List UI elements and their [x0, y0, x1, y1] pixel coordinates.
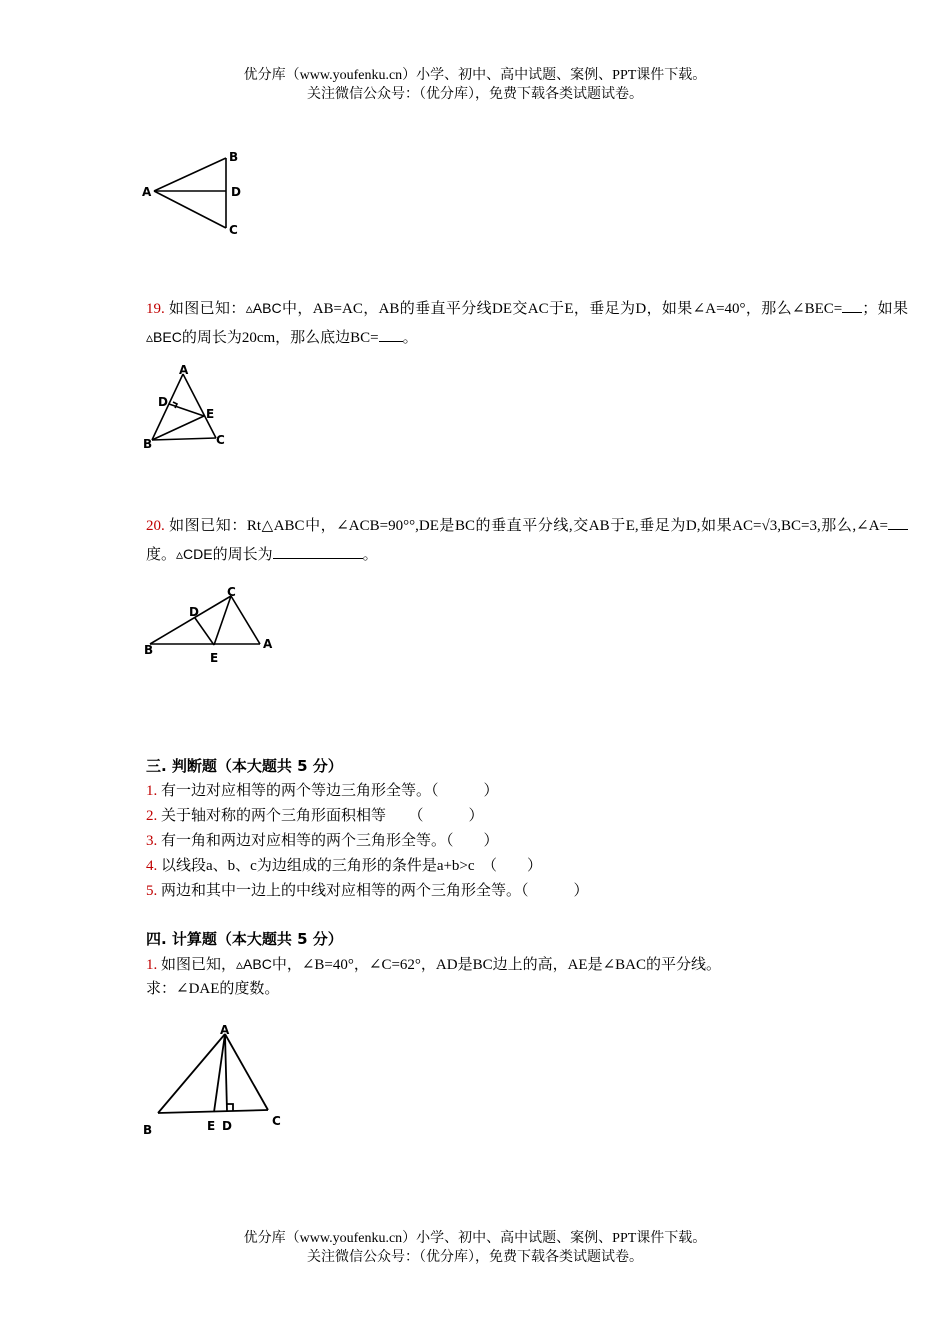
- s3-item-5-text: 两边和其中一边上的中线对应相等的两个三角形全等。（ ）: [161, 883, 589, 899]
- q20-text-1: 如图已知：Rt△ABC中，∠ACB=90°°,DE是BC的垂直平分线,交AB于E,垂足为D,如果AC=√3,BC=3,那么,∠A=: [169, 518, 888, 534]
- q20-text-3: 的周长为: [212, 547, 273, 563]
- page-footer-line2: 关注微信公众号：（优分库），免费下载各类试题试卷。: [307, 1250, 643, 1265]
- q19-triangle-bec: ▵BEC: [146, 329, 182, 345]
- s3-item-3-number: 3.: [146, 833, 158, 849]
- q19-blank-2[interactable]: [379, 326, 403, 342]
- q19-text-3: ；如果: [862, 301, 908, 317]
- fig20-segment-de: [195, 618, 214, 645]
- fig-s4-segment-ad: [225, 1034, 227, 1111]
- q19-text-2: 中，AB=AC，AB的垂直平分线DE交AC于E，垂足为D，如果∠A=40°，那么∠BEC=: [281, 301, 843, 317]
- s4-q1-line-2: 求：∠DAE的度数。: [146, 981, 280, 997]
- q19-text-4: 的周长为20cm，那么底边BC=: [181, 330, 379, 346]
- fig-s4-segment-bc: [158, 1110, 268, 1113]
- question-19: [146, 294, 908, 352]
- fig20-label-e: E: [210, 651, 219, 665]
- q19-text-1: 如图已知：: [168, 301, 246, 317]
- q19-blank-1[interactable]: [842, 297, 862, 313]
- q20-number: 20.: [146, 518, 165, 534]
- fig20-segment-ec: [214, 596, 231, 645]
- s4-question-1: [146, 952, 908, 978]
- q19-triangle-abc: ▵ABC: [245, 300, 282, 316]
- s4-q1-text-1: 如图已知，: [161, 957, 237, 973]
- list-item: [146, 804, 484, 829]
- fig20-label-b: B: [144, 643, 154, 657]
- fig20-segment-bc: [150, 596, 231, 644]
- section-3-title: 三. 判断题（本大题共 5 分）: [146, 757, 343, 775]
- fig-s4-label-b: B: [143, 1123, 153, 1137]
- list-item: [146, 879, 589, 904]
- fig20-label-c: C: [227, 585, 236, 599]
- page-footer-line1: 优分库（www.youfenku.cn）小学、初中、高中试题、案例、PPT课件下载。: [243, 1231, 707, 1246]
- q19-number: 19.: [146, 301, 165, 317]
- fig20-segment-ca: [231, 596, 260, 644]
- fig19-label-b: B: [143, 437, 153, 451]
- fig18-label-d: D: [231, 185, 241, 199]
- q20-text-4: 。: [362, 547, 378, 563]
- fig19-label-d: D: [158, 395, 168, 409]
- s4-q1-triangle-abc: ▵ABC: [236, 956, 272, 972]
- fig-s4-label-a: A: [220, 1023, 230, 1037]
- fig19-segment-be: [152, 416, 204, 440]
- fig18-label-c: C: [229, 223, 238, 237]
- q20-text-2: 度。: [146, 547, 177, 563]
- q20-triangle-cde: ▵CDE: [176, 546, 213, 562]
- fig19-label-e: E: [206, 407, 215, 421]
- list-item: [146, 829, 499, 854]
- fig19-segment-ac: [183, 374, 216, 438]
- s4-q1-number: 1.: [146, 957, 158, 973]
- page-header-line2: 关注微信公众号：（优分库），免费下载各类试题试卷。: [307, 87, 643, 102]
- q20-blank-1[interactable]: [888, 514, 908, 530]
- figure-q20: [140, 582, 280, 668]
- list-item: [146, 779, 499, 804]
- s3-item-2-text: 关于轴对称的两个三角形面积相等 （ ）: [161, 808, 484, 824]
- fig-s4-segment-ac: [225, 1034, 268, 1110]
- s4-q1-text-2: 中，∠B=40°，∠C=62°，AD是BC边上的高，AE是∠BAC的平分线。: [271, 957, 721, 973]
- figure-s4-q1: [138, 1018, 288, 1140]
- fig-s4-label-d: D: [222, 1119, 232, 1133]
- fig18-label-a: A: [142, 185, 152, 199]
- s3-item-1-number: 1.: [146, 783, 158, 799]
- fig19-label-c: C: [216, 433, 225, 447]
- s3-item-3-text: 有一角和两边对应相等的两个三角形全等。（ ）: [161, 833, 499, 849]
- q20-blank-2[interactable]: [273, 543, 363, 559]
- q19-text-5: 。: [402, 330, 418, 346]
- question-20: [146, 512, 908, 569]
- s3-item-4-number: 4.: [146, 858, 158, 874]
- fig19-label-a: A: [179, 363, 189, 377]
- fig20-label-d: D: [189, 605, 199, 619]
- fig18-segment-ac: [154, 191, 226, 228]
- figure-q19: [140, 362, 240, 452]
- fig20-label-a: A: [263, 637, 273, 651]
- fig-s4-label-c: C: [272, 1114, 281, 1128]
- section-4-title: 四. 计算题（本大题共 5 分）: [146, 930, 343, 948]
- s3-item-1-text: 有一边对应相等的两个等边三角形全等。（ ）: [161, 783, 499, 799]
- page-header-line1: 优分库（www.youfenku.cn）小学、初中、高中试题、案例、PPT课件下载。: [243, 68, 707, 83]
- s3-item-2-number: 2.: [146, 808, 158, 824]
- fig18-label-b: B: [229, 150, 239, 164]
- fig-s4-label-e: E: [207, 1119, 216, 1133]
- list-item: [146, 854, 542, 879]
- s3-item-4-text: 以线段a、b、c为边组成的三角形的条件是a+b>c （ ）: [161, 858, 543, 874]
- fig18-segment-ab: [154, 158, 226, 191]
- fig-s4-right-angle-mark: [227, 1104, 233, 1111]
- s3-item-5-number: 5.: [146, 883, 158, 899]
- fig19-segment-bc: [152, 438, 216, 440]
- figure-q18: [136, 146, 256, 240]
